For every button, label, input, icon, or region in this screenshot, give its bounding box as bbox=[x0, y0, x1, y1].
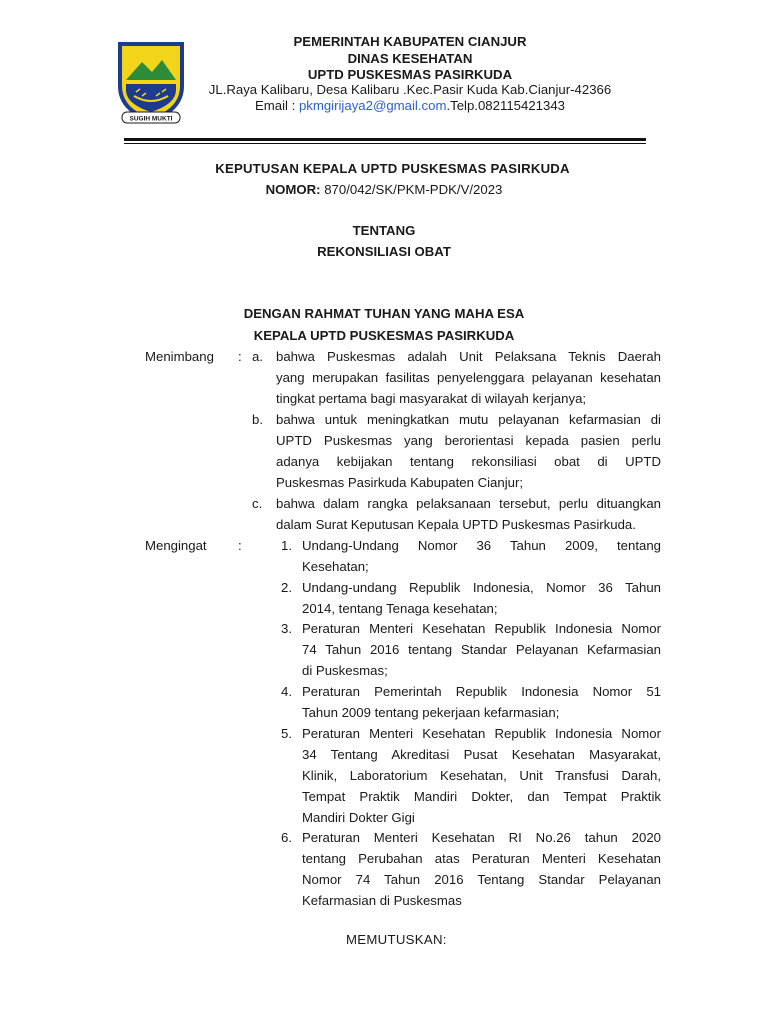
mengingat-item-6 bbox=[302, 827, 661, 911]
letterhead-government: PEMERINTAH KABUPATEN CIANJUR bbox=[293, 34, 527, 49]
letterhead-contact bbox=[160, 97, 660, 115]
text-line: yang merupakan fasilitas penyelenggara pelayanan kesehatan bbox=[276, 370, 661, 385]
menimbang-label: Menimbang bbox=[145, 349, 214, 364]
text-line: bahwa dalam rangka pelaksanaan tersebut, perlu dituangkan bbox=[276, 496, 661, 511]
menimbang-item-marker: c. bbox=[252, 496, 263, 511]
text-line: Undang-undang Republik Indonesia, Nomor 36 Tahun bbox=[302, 580, 661, 595]
text-line: bahwa untuk meningkatkan mutu pelayanan kefarmasian di bbox=[276, 412, 661, 427]
tentang-label: TENTANG bbox=[352, 223, 416, 238]
decree-number-value: 870/042/SK/PKM-PDK/V/2023 bbox=[320, 182, 503, 197]
text-line: 2014, tentang Tenaga kesehatan; bbox=[302, 601, 498, 616]
text-line: Puskesmas Pasirkuda Kabupaten Cianjur; bbox=[276, 475, 524, 490]
text-line: tentang Perubahan atas Peraturan Menteri Kesehatan bbox=[302, 851, 661, 866]
mengingat-item-marker: 5. bbox=[281, 726, 292, 741]
text-line: Peraturan Menteri Kesehatan RI No.26 tahun 2020 bbox=[302, 830, 661, 845]
text-line: di Puskesmas; bbox=[302, 663, 388, 678]
letterhead-divider-thick bbox=[124, 138, 646, 141]
text-line: Peraturan Menteri Kesehatan Republik Indonesia Nomor bbox=[302, 621, 661, 636]
menimbang-item-a bbox=[276, 346, 661, 409]
logo-motto: SUGIH MUKTI bbox=[129, 115, 173, 123]
mengingat-item-marker: 2. bbox=[281, 580, 292, 595]
text-line: UPTD Puskesmas yang berorientasi kepada pasien perlu bbox=[276, 433, 661, 448]
mengingat-item-4 bbox=[302, 681, 661, 723]
text-line: Peraturan Pemerintah Republik Indonesia Nomor 51 bbox=[302, 684, 661, 699]
text-line: Mandiri Dokter Gigi bbox=[302, 810, 415, 825]
mengingat-item-marker: 3. bbox=[281, 621, 292, 636]
mengingat-item-marker: 1. bbox=[281, 538, 292, 553]
text-line: Peraturan Menteri Kesehatan Republik Indonesia Nomor bbox=[302, 726, 661, 741]
text-line: tingkat pertama bagi masyarakat di wilayah kerjanya; bbox=[276, 391, 587, 406]
menimbang-colon: : bbox=[238, 349, 242, 364]
mengingat-item-2 bbox=[302, 577, 661, 619]
text-line: Undang-Undang Nomor 36 Tahun 2009, tentang bbox=[302, 538, 661, 553]
decree-heading: KEPUTUSAN KEPALA UPTD PUSKESMAS PASIRKUDA bbox=[215, 161, 570, 176]
text-line: 74 Tahun 2016 tentang Standar Pelayanan Kefarmasian bbox=[302, 642, 661, 657]
mengingat-colon: : bbox=[238, 538, 242, 553]
mengingat-label: Mengingat bbox=[145, 538, 207, 553]
text-line: Tahun 2009 tentang pekerjaan kefarmasian; bbox=[302, 705, 560, 720]
email-link[interactable]: pkmgirijaya2@gmail.com bbox=[298, 98, 447, 113]
mengingat-item-marker: 4. bbox=[281, 684, 292, 699]
menimbang-item-marker: a. bbox=[252, 349, 263, 364]
phone-number: .Telp.082115421343 bbox=[446, 98, 566, 113]
decree-number-label: NOMOR: bbox=[265, 182, 321, 197]
text-line: bahwa Puskesmas adalah Unit Pelaksana Teknis Daerah bbox=[276, 349, 661, 364]
menimbang-item-b bbox=[276, 409, 661, 493]
mengingat-item-1 bbox=[302, 535, 661, 577]
text-line: Klinik, Laboratorium Kesehatan, Unit Transfusi Darah, bbox=[302, 768, 661, 783]
text-line: adanya kebijakan tentang rekonsiliasi obat di UPTD bbox=[276, 454, 661, 469]
memutuskan-heading: MEMUTUSKAN: bbox=[346, 932, 447, 947]
text-line: Nomor 74 Tahun 2016 Tentang Standar Pelayanan bbox=[302, 872, 661, 887]
letterhead-divider-thin bbox=[124, 143, 646, 144]
decree-number bbox=[0, 181, 768, 199]
mengingat-item-3 bbox=[302, 618, 661, 681]
text-line: Tempat Praktik Mandiri Dokter, dan Tempat Praktik bbox=[302, 789, 661, 804]
mengingat-item-5 bbox=[302, 723, 661, 828]
text-line: dalam Surat Keputusan Kepala UPTD Puskesmas Pasirkuda. bbox=[276, 517, 636, 532]
letterhead-address: JL.Raya Kalibaru, Desa Kalibaru .Kec.Pasir Kuda Kab.Cianjur-42366 bbox=[208, 82, 612, 97]
letterhead-unit: UPTD PUSKESMAS PASIRKUDA bbox=[307, 67, 513, 82]
decree-subject: REKONSILIASI OBAT bbox=[317, 244, 451, 259]
text-line: Kefarmasian di Puskesmas bbox=[302, 893, 462, 908]
letterhead-department: DINAS KESEHATAN bbox=[347, 51, 473, 66]
text-line: 34 Tentang Akreditasi Pusat Kesehatan Masyarakat, bbox=[302, 747, 661, 762]
menimbang-item-c bbox=[276, 493, 661, 535]
email-label: Email : bbox=[254, 98, 299, 113]
preamble-line-2: KEPALA UPTD PUSKESMAS PASIRKUDA bbox=[253, 328, 515, 343]
text-line: Kesehatan; bbox=[302, 559, 369, 574]
mengingat-item-marker: 6. bbox=[281, 830, 292, 845]
preamble-line-1: DENGAN RAHMAT TUHAN YANG MAHA ESA bbox=[243, 306, 525, 321]
menimbang-item-marker: b. bbox=[252, 412, 263, 427]
